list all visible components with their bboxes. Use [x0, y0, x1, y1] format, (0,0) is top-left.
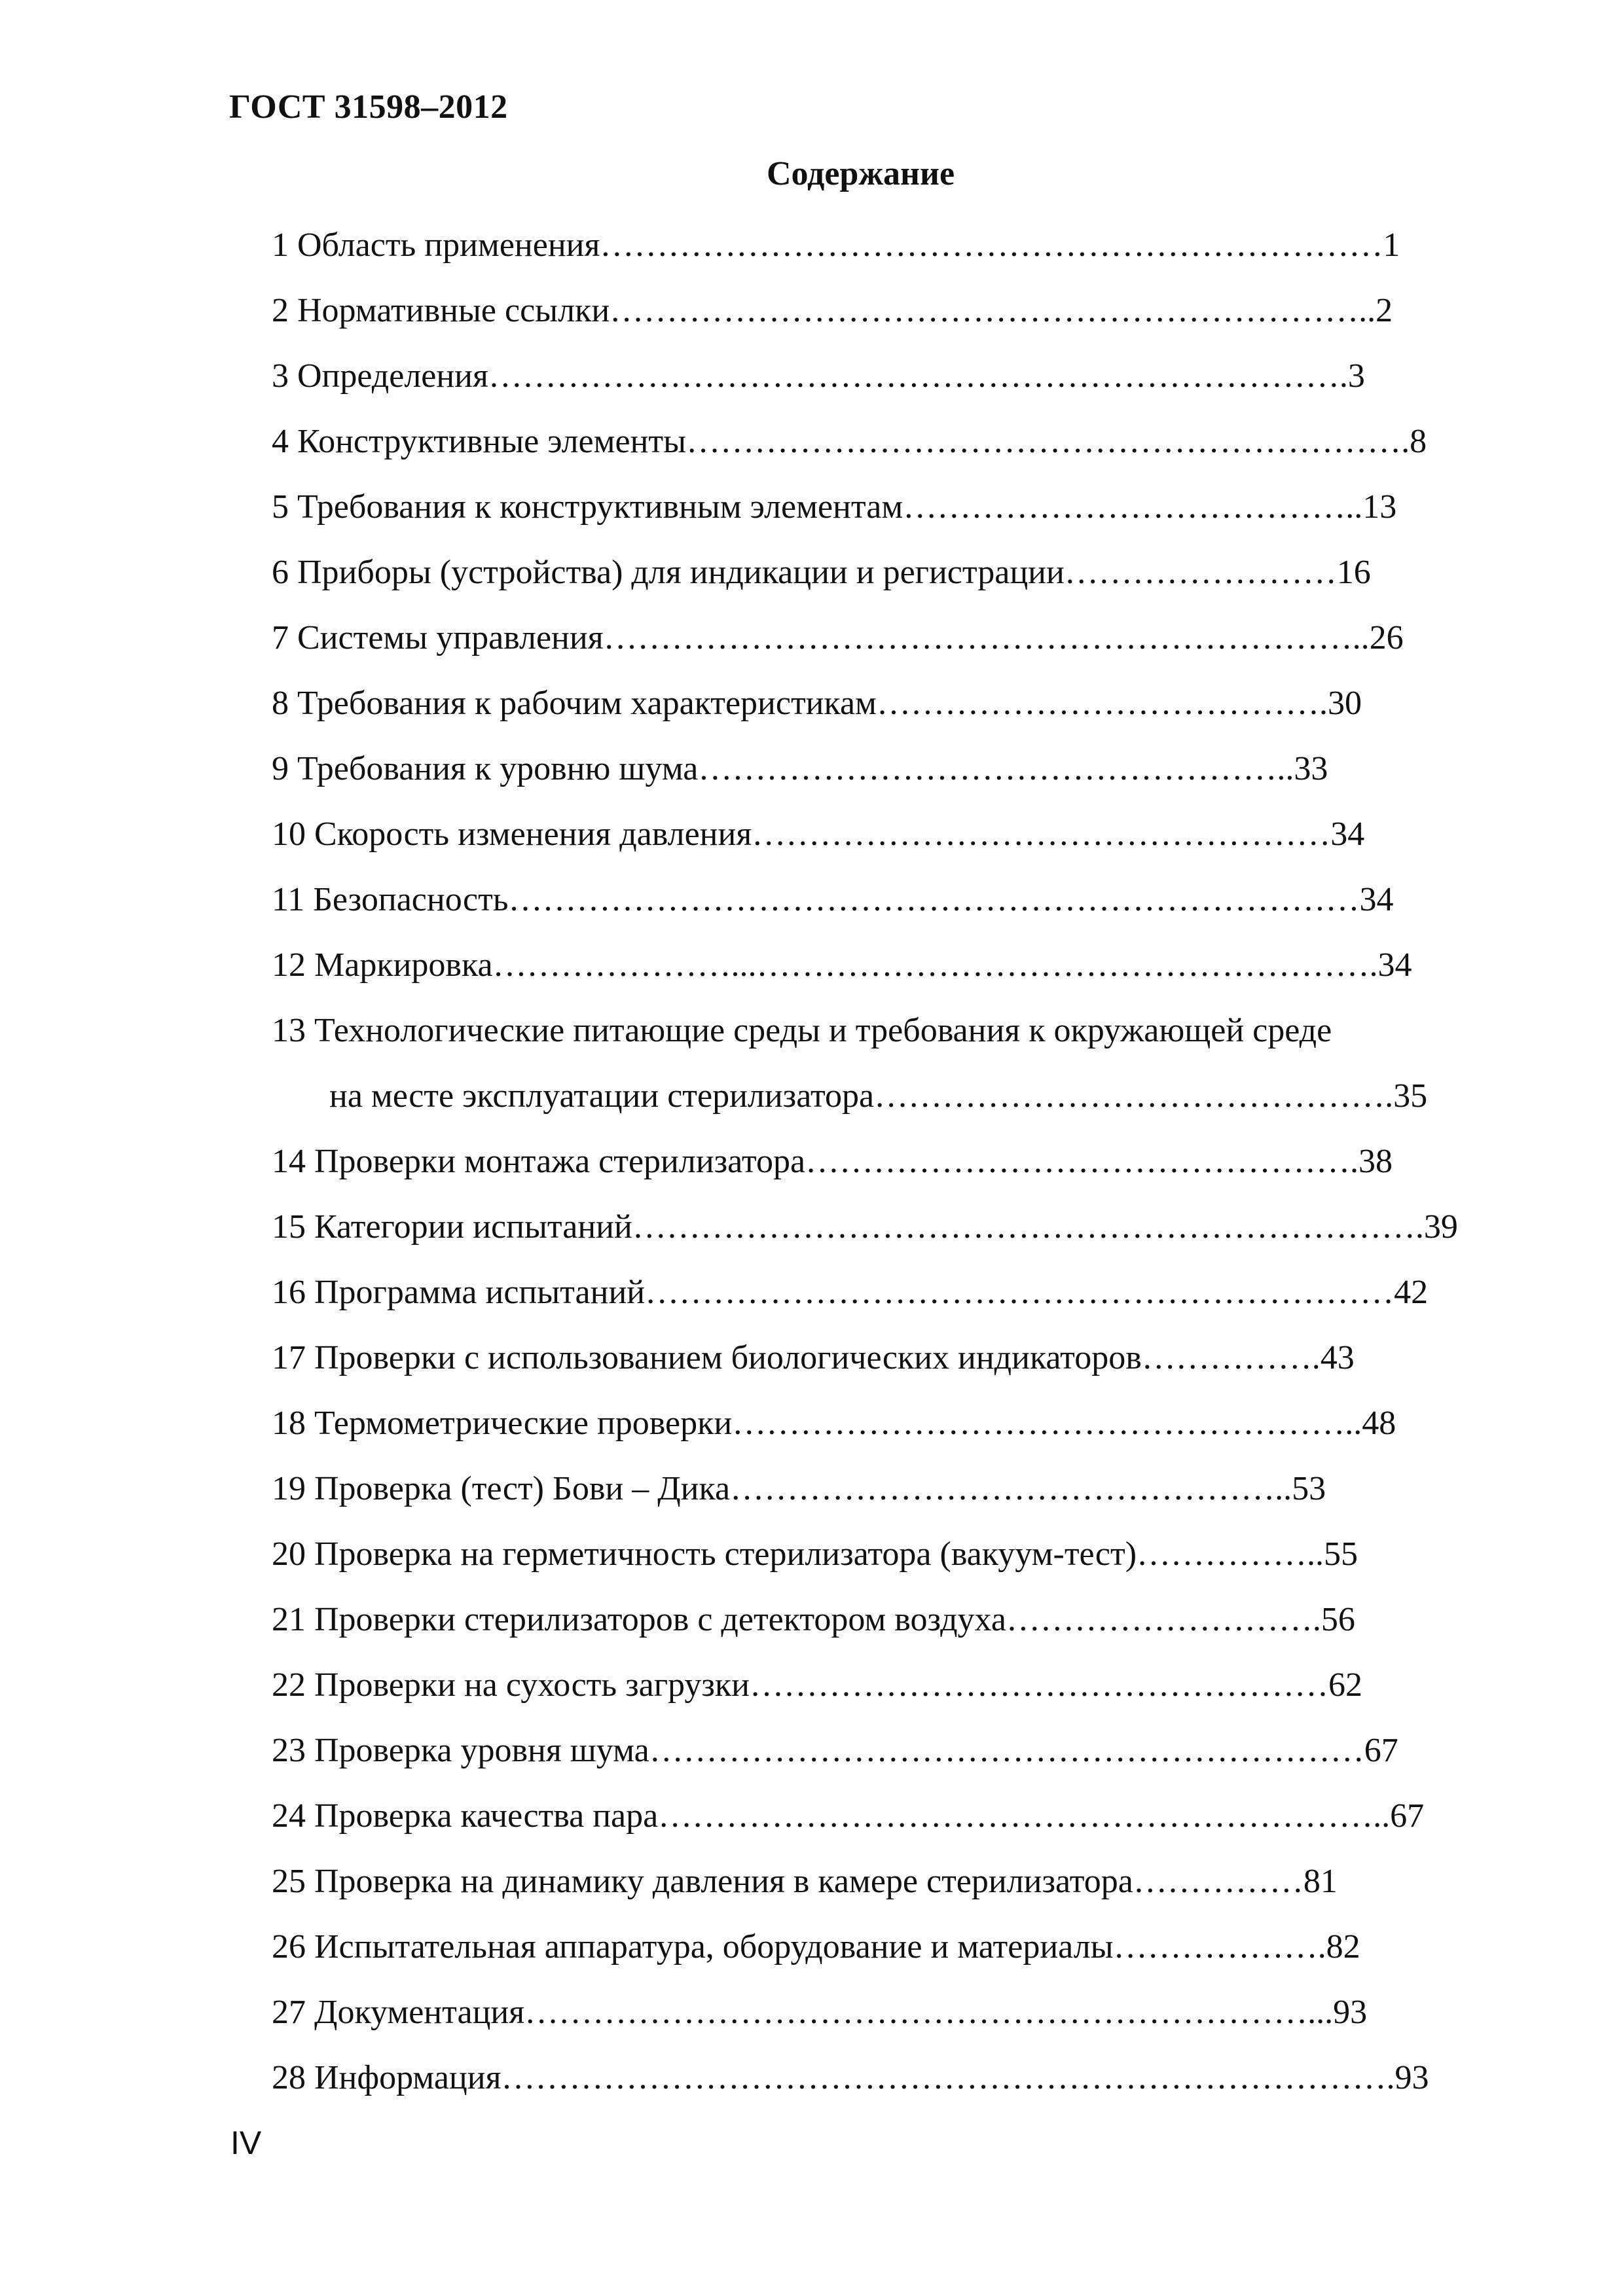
toc-entry-15: 15 Категории испытаний…………………………………………………………….39	[272, 1208, 1458, 1246]
toc-entry-19: 19 Проверка (тест) Бови – Дика…………………………………………..53	[272, 1470, 1326, 1507]
toc-entry-14: 14 Проверки монтажа стерилизатора………………………………………….38	[272, 1143, 1393, 1180]
toc-entry-2: 2 Нормативные ссылки…………………………………………………………..2	[272, 292, 1393, 329]
toc-entry-21: 21 Проверки стерилизаторов с детектором воздуха……………………….56	[272, 1601, 1355, 1638]
toc-entry-5: 5 Требования к конструктивным элементам…………………………………..13	[272, 488, 1397, 526]
toc-entry-13: 13 Технологические питающие среды и требования к окружающей среде	[272, 1012, 1332, 1049]
toc-entry-22: 22 Проверки на сухость загрузки……………………………………………62	[272, 1666, 1363, 1704]
document-header: ГОСТ 31598–2012	[229, 88, 508, 126]
toc-entry-12: 12 Маркировка…………………...……………………………………………….34	[272, 946, 1412, 984]
toc-entry-24: 24 Проверка качества пара………………………………………………………..67	[272, 1797, 1425, 1835]
toc-entry-8: 8 Требования к рабочим характеристикам………………………………….30	[272, 685, 1362, 722]
toc-entry-18: 18 Термометрические проверки………………………………………………..48	[272, 1405, 1396, 1442]
toc-entry-25: 25 Проверка на динамику давления в камере стерилизатора……………81	[272, 1863, 1338, 1900]
toc-entry-26: 26 Испытательная аппаратура, оборудование и материалы……………….82	[272, 1928, 1360, 1965]
toc-entry-16: 16 Программа испытаний…………………………………………………………42	[272, 1274, 1429, 1311]
page-number: IV	[230, 2125, 262, 2161]
toc-entry-23: 23 Проверка уровня шума………………………………………………………67	[272, 1732, 1398, 1769]
toc-entry-17: 17 Проверки с использованием биологических индикаторов…………….43	[272, 1339, 1355, 1376]
toc-entry-20: 20 Проверка на герметичность стерилизатора (вакуум-тест)……………..55	[272, 1535, 1359, 1573]
toc-entry-7: 7 Системы управления…………………………………………………………..26	[272, 619, 1404, 656]
toc-entry-13-continuation: на месте эксплуатации стерилизатора……………………………………….35	[329, 1077, 1428, 1115]
toc-entry-27: 27 Документация……………………………………………………………...93	[272, 1994, 1368, 2031]
toc-entry-1: 1 Область применения……………………………………………………………1	[272, 226, 1400, 264]
toc-entry-6: 6 Приборы (устройства) для индикации и регистрации……………………16	[272, 554, 1371, 591]
table-of-contents	[272, 213, 1458, 2111]
toc-entry-9: 9 Требования к уровню шума……………………………………………..33	[272, 750, 1328, 787]
toc-entry-28: 28 Информация…………………………………………………………………….93	[272, 2059, 1429, 2096]
toc-entry-3: 3 Определения………………………………………………………………….3	[272, 357, 1365, 395]
toc-entry-10: 10 Скорость изменения давления……………………………………………34	[272, 816, 1365, 853]
toc-entry-4: 4 Конструктивные элементы……………………………………………………….8	[272, 423, 1427, 460]
toc-entry-11: 11 Безопасность…………………………………………………………………34	[272, 881, 1394, 918]
toc-title: Содержание	[766, 155, 955, 192]
